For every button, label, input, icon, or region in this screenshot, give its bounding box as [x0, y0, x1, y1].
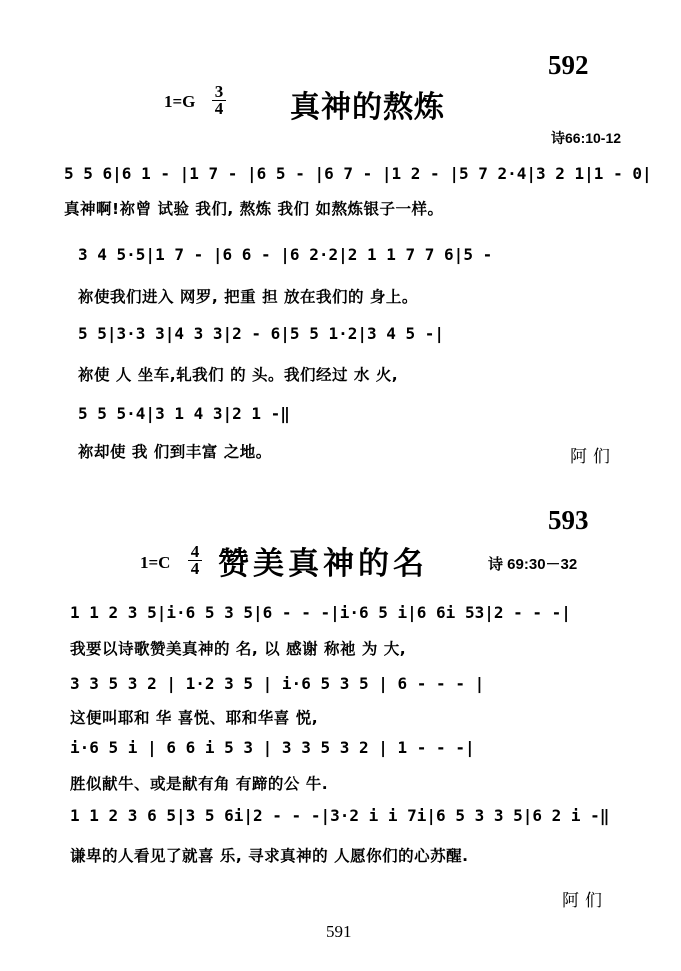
notation-line-4: 1 1 2 3 6 5|3 5 6i|2 - - -|3·2 i i 7i|6 5 3 3 5|6 2 i -‖ [70, 806, 610, 825]
time-signature-top: 3 [214, 82, 224, 101]
hymn-number: 593 [548, 505, 589, 535]
time-signature [212, 84, 226, 117]
lyrics-line-2: 这便叫耶和 华 喜悦、耶和华喜 悦, [70, 709, 319, 727]
notation-line-1: 5 5 6|6 1 - |1 7 - |6 5 - |6 7 - |1 2 - |5 7 2·4|3 2 1|1 - 0| [64, 164, 652, 183]
notation-line-1: 1 1 2 3 5|i·6 5 3 5|6 - - -|i·6 5 i|6 6i 53|2 - - -| [70, 603, 571, 622]
lyrics-line-4: 谦卑的人看见了就喜 乐, 寻求真神的 人愿你们的心苏醒. [70, 847, 469, 865]
notation-line-2: 3 3 5 3 2 | 1·2 3 5 | i·6 5 3 5 | 6 - - - | [70, 674, 485, 693]
scripture-reference: 诗 69:30－32 [488, 556, 578, 573]
key-signature: 1=C [140, 553, 171, 572]
lyrics-line-1: 我要以诗歌赞美真神的 名, 以 感谢 称祂 为 大, [70, 640, 407, 658]
amen: 阿们 [562, 891, 608, 911]
lyrics-line-2: 祢使我们进入 网罗, 把重 担 放在我们的 身上。 [78, 288, 418, 306]
scripture-reference: 诗66:10-12 [551, 130, 622, 146]
hymn-title: 赞美真神的名 [218, 546, 428, 582]
notation-line-2: 3 4 5·5|1 7 - |6 6 - |6 2·2|2 1 1 7 7 6|5 - [78, 245, 493, 264]
notation-line-4: 5 5 5·4|3 1 4 3|2 1 -‖ [78, 404, 290, 423]
time-signature [188, 544, 202, 577]
lyrics-line-3: 胜似献牛、或是献有角 有蹄的公 牛. [70, 775, 329, 793]
lyrics-line-1: 真神啊!祢曾 试验 我们, 熬炼 我们 如熬炼银子一样。 [64, 200, 444, 218]
lyrics-line-3: 祢使 人 坐车,轧我们 的 头。我们经过 水 火, [78, 366, 399, 384]
time-signature-top: 4 [190, 542, 200, 561]
lyrics-line-4: 祢却使 我 们到丰富 之地。 [78, 443, 272, 461]
hymn-title: 真神的熬炼 [290, 90, 445, 125]
time-signature-bottom: 4 [188, 560, 202, 577]
amen: 阿们 [570, 447, 616, 467]
hymn-number: 592 [548, 50, 589, 80]
key-signature: 1=G [164, 92, 196, 111]
notation-line-3: i·6 5 i | 6 6 i 5 3 | 3 3 5 3 2 | 1 - - -| [70, 738, 475, 757]
notation-line-3: 5 5|3·3 3|4 3 3|2 - 6|5 5 1·2|3 4 5 -| [78, 324, 445, 343]
time-signature-bottom: 4 [212, 100, 226, 117]
page-number: 591 [326, 922, 352, 941]
